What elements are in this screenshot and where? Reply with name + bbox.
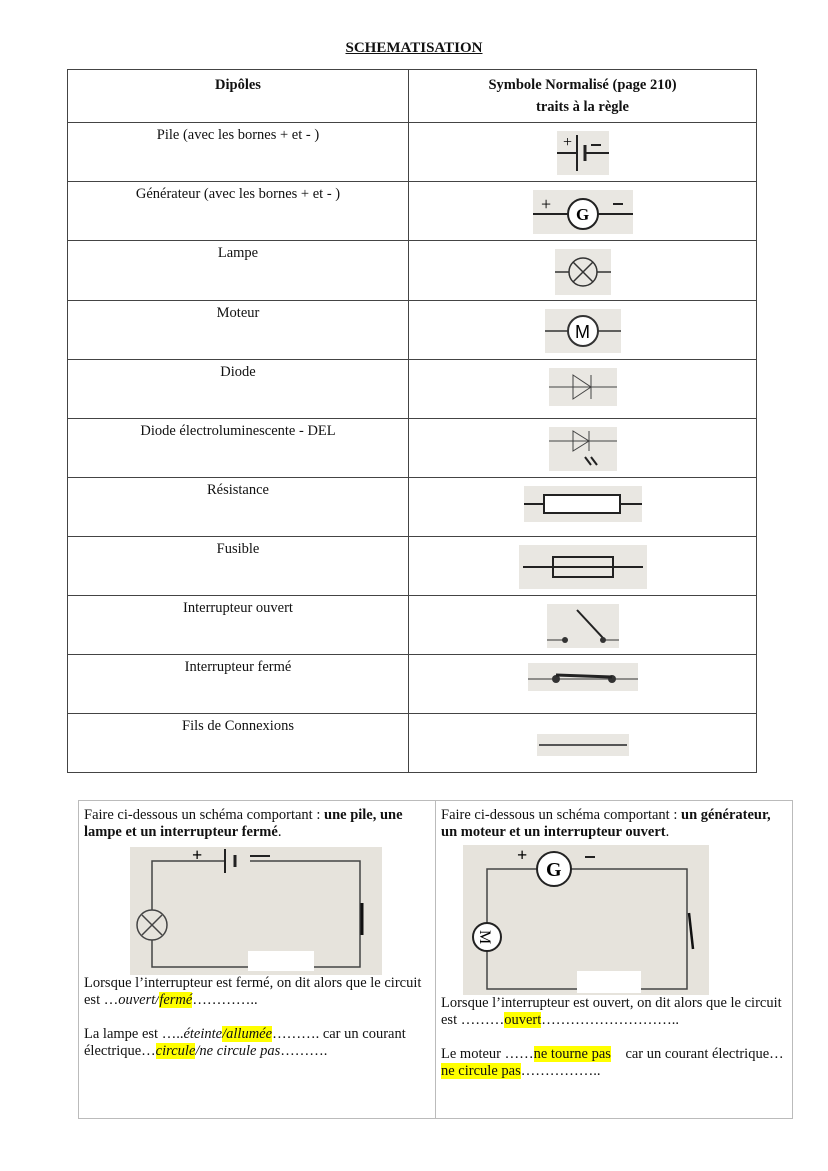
resistor-icon [524, 486, 642, 522]
table-row [68, 655, 757, 714]
dipole-name: Pile (avec les bornes + et - ) [68, 123, 409, 182]
circuit-generator-motor-switch [463, 845, 709, 995]
dipole-name: Fusible [68, 537, 409, 596]
dipole-name: Diode électroluminescente - DEL [68, 419, 409, 478]
svg-text:+: + [540, 194, 551, 214]
diode-icon [549, 368, 617, 406]
table-row [68, 123, 757, 182]
table-row [68, 714, 757, 773]
wire-icon [537, 734, 629, 756]
svg-text:M: M [476, 930, 493, 945]
table-row [68, 596, 757, 655]
left-prompt: Faire ci-dessous un schéma comportant : une pile, une lampe et un interrupteur fermé. [84, 807, 403, 840]
closed-switch-icon [528, 663, 638, 691]
dipole-name: Résistance [68, 478, 409, 537]
motor-icon [545, 309, 621, 353]
dipole-name: Générateur (avec les bornes + et - ) [68, 182, 409, 241]
svg-text:G: G [546, 859, 562, 881]
svg-text:M: M [574, 322, 590, 342]
exercise-left [79, 801, 435, 1118]
lamp-icon [555, 249, 611, 295]
dipole-name: Lampe [68, 241, 409, 301]
table-row [68, 360, 757, 419]
table-row [68, 182, 757, 241]
table-row [68, 537, 757, 596]
open-switch-icon [547, 604, 619, 648]
fuse-icon [519, 545, 647, 589]
table-row [68, 241, 757, 301]
dipole-name: Fils de Connexions [68, 714, 409, 773]
circuit-pile-lamp-switch [130, 847, 382, 975]
svg-text:+: + [562, 134, 572, 151]
svg-text:+: + [517, 845, 528, 865]
led-icon [549, 427, 617, 471]
dipole-name: Moteur [68, 301, 409, 360]
table-row [68, 478, 757, 537]
generator-icon [533, 190, 633, 234]
left-question-1: Lorsque l’interrupteur est fermé, on dit alors que le circuit est …ouvert/fermé………….. [84, 975, 422, 1008]
right-prompt: Faire ci-dessous un schéma comportant : un générateur, un moteur et un interrupteur ouvert. [441, 807, 771, 840]
exercise-box [78, 800, 793, 1119]
right-question-1: Lorsque l’interrupteur est ouvert, on dit alors que le circuit est ………ouvert……………………….. [441, 995, 782, 1028]
table-row [68, 301, 757, 360]
pile-icon [557, 131, 609, 175]
right-question-2: Le moteur ……ne tourne pas car un courant électrique…ne circule pas…………….. [441, 1046, 784, 1079]
table-header [68, 70, 757, 123]
page-title: SCHEMATISATION [345, 40, 483, 56]
dipole-name: Interrupteur ouvert [68, 596, 409, 655]
svg-text:G: G [575, 205, 589, 224]
dipoles-table [67, 69, 757, 773]
left-question-2: La lampe est …..éteinte/allumée………. car un courant électrique…circule/ne circule pas………. [84, 1026, 406, 1059]
svg-text:+: + [192, 847, 203, 865]
header-dipoles: Dipôles [68, 70, 409, 123]
dipole-name: Diode [68, 360, 409, 419]
dipole-name: Interrupteur fermé [68, 655, 409, 714]
exercise-right [435, 801, 792, 1118]
table-row [68, 419, 757, 478]
header-symbol: Symbole Normalisé (page 210) traits à la règle [409, 70, 757, 123]
